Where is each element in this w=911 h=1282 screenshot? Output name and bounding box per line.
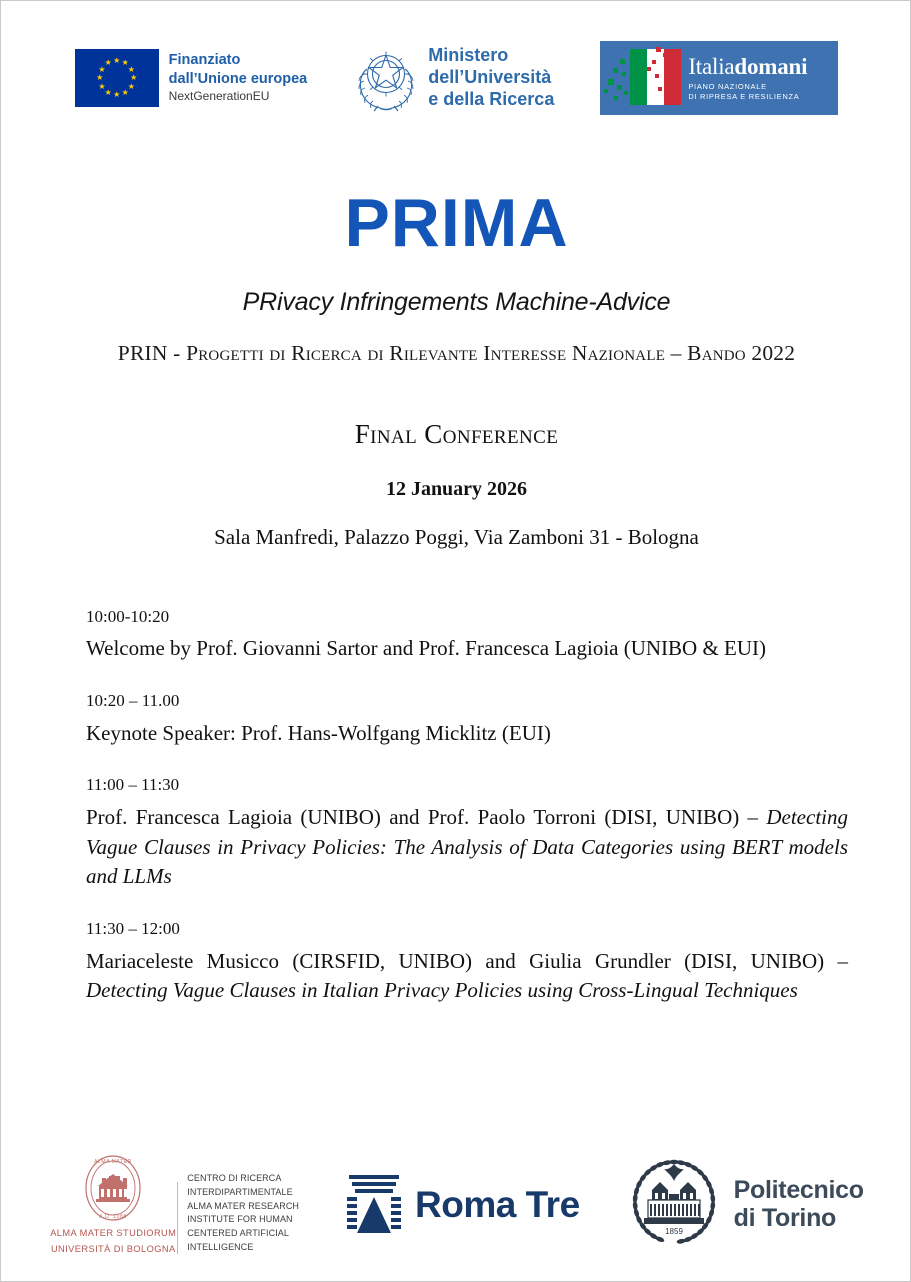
eu-funding-logo — [75, 49, 308, 107]
italia-domani-text — [686, 55, 807, 102]
italia-domani-pixel — [649, 51, 654, 56]
project-title-block — [1, 185, 911, 366]
eu-star-icon: ★ — [121, 58, 129, 68]
ministry-line-1: Ministero — [428, 45, 509, 66]
eu-star-icon: ★ — [130, 73, 138, 82]
polito-line-2: di Torino — [733, 1204, 837, 1232]
eu-star-icon: ★ — [127, 64, 135, 74]
centre-line-3: ALMA MATER RESEARCH — [187, 1200, 300, 1211]
schedule-item-time: 10:00-10:20 — [86, 607, 170, 626]
italia-domani-pixel — [647, 67, 651, 71]
schedule-item-time: 11:00 – 11:30 — [86, 775, 180, 795]
schedule-item-description — [86, 947, 848, 1007]
unibo-seal-and-name — [49, 1152, 177, 1257]
italia-domani-pixel — [608, 79, 614, 85]
roma-tre-mark-icon — [345, 1171, 403, 1237]
unibo-name-line-2: UNIVERSITÀ DI BOLOGNA — [50, 1244, 176, 1254]
italian-republic-emblem-icon — [353, 43, 419, 113]
italia-domani-name-light: Italia — [688, 53, 735, 79]
eu-star-icon: ★ — [104, 87, 112, 97]
centre-line-2: INTERDIPARTIMENTALE — [187, 1187, 293, 1198]
italia-domani-pixel — [663, 53, 667, 57]
italia-domani-sub-1: PIANO NAZIONALE — [688, 81, 767, 91]
funding-logo-bar — [1, 39, 911, 117]
schedule-item-speakers: Welcome by Prof. Giovanni Sartor and Prof. Francesca Lagioia (UNIBO & EUI) — [86, 636, 767, 661]
schedule-item-description — [86, 719, 848, 749]
unibo-divider — [177, 1182, 178, 1254]
ministry-name — [428, 45, 554, 111]
ministry-logo — [353, 43, 554, 113]
italia-domani-pixel — [656, 47, 661, 52]
schedule-item-time: 10:20 – 11.00 — [86, 691, 180, 711]
italia-domani-pixel — [658, 87, 662, 91]
project-acronym: PRIMA — [344, 185, 569, 261]
italia-domani-pixel — [614, 96, 618, 100]
eu-star-icon: ★ — [98, 81, 106, 91]
funding-programme-line: PRIN - Progetti di Ricerca di Rilevante Interesse Nazionale – Bando 2022 — [117, 341, 796, 365]
ministry-line-2: dell’Università — [428, 67, 552, 88]
partner-logo-bar — [1, 1149, 911, 1259]
italia-domani-sub-2: DI RIPRESA E RESILIENZA — [688, 92, 800, 101]
centre-line-6: INTELLIGENCE — [187, 1241, 254, 1252]
schedule-item-time: 11:30 – 12:00 — [86, 919, 180, 939]
conference-date: 12 January 2026 — [385, 478, 528, 500]
italia-domani-pixel — [617, 85, 622, 90]
polito-seal-icon — [626, 1156, 722, 1252]
project-full-name: PRivacy Infringements Machine-Advice — [242, 288, 671, 316]
eu-line-2: dall’Unione europea — [168, 70, 308, 87]
eu-line-1: Finanziato — [168, 52, 241, 69]
roma-tre-label: Roma Tre — [415, 1183, 580, 1225]
schedule-item-speakers: Keynote Speaker: Prof. Hans-Wolfgang Micklitz (EUI) — [86, 720, 551, 745]
italia-domani-name — [688, 55, 807, 78]
italia-domani-logo — [600, 41, 838, 115]
eu-star-icon: ★ — [121, 87, 129, 97]
italia-domani-pixel — [622, 72, 626, 76]
italia-domani-pixel — [655, 74, 659, 78]
schedule-item — [86, 607, 848, 664]
italia-domani-pixel — [650, 81, 654, 85]
eu-flag-icon — [75, 49, 159, 107]
ministry-line-3: e della Ricerca — [428, 88, 555, 109]
eu-star-icon: ★ — [104, 58, 112, 68]
italia-domani-pixel — [620, 59, 625, 64]
schedule-item-description — [86, 634, 848, 664]
italia-domani-pixel — [624, 91, 628, 95]
unibo-logo — [49, 1152, 299, 1257]
schedule-item-description — [86, 803, 848, 892]
centre-line-5: CENTERED ARTIFICIAL — [187, 1228, 290, 1239]
eu-star-icon: ★ — [127, 81, 135, 91]
eu-funding-text — [169, 51, 308, 104]
centre-line-1: CENTRO DI RICERCA — [187, 1173, 282, 1184]
eu-star-icon: ★ — [96, 73, 104, 82]
italia-domani-pixel — [604, 89, 608, 93]
polito-name — [734, 1176, 864, 1232]
centre-line-4: INSTITUTE FOR HUMAN — [187, 1214, 293, 1225]
polito-seal-year: 1859 — [664, 1227, 683, 1236]
italia-domani-pixel — [652, 60, 656, 64]
conference-info-block — [1, 419, 911, 550]
unibo-seal-icon — [77, 1152, 149, 1224]
eu-star-icon: ★ — [113, 90, 121, 99]
eu-line-3: NextGenerationEU — [168, 89, 270, 104]
eu-star-icon: ★ — [98, 64, 106, 74]
italia-domani-name-bold: domani — [734, 53, 808, 79]
schedule-item — [86, 919, 848, 1006]
unibo-name-line-1: ALMA MATER STUDIORUM — [50, 1227, 177, 1238]
conference-venue: Sala Manfredi, Palazzo Poggi, Via Zamboni 31 - Bologna — [214, 525, 699, 549]
schedule-item-paper-title: Detecting Vague Clauses in Italian Privacy Policies using Cross-Lingual Techniques — [86, 978, 798, 1003]
research-centre-name — [187, 1172, 299, 1256]
polito-line-1: Politecnico — [733, 1176, 864, 1204]
italia-domani-pixel — [660, 65, 664, 69]
schedule-item — [86, 691, 848, 748]
roma-tre-logo — [345, 1171, 580, 1237]
conference-schedule — [86, 607, 848, 1006]
svg-text:ALMA MATER: ALMA MATER — [94, 1158, 133, 1165]
italia-domani-pixel — [613, 68, 618, 73]
italia-domani-flag-icon — [600, 41, 686, 115]
schedule-item-speakers: Prof. Francesca Lagioia (UNIBO) and Prof. Paolo Torroni (DISI, UNIBO) – — [86, 804, 767, 829]
schedule-item — [86, 775, 848, 892]
polito-logo — [626, 1156, 864, 1252]
svg-text:A.D. 1088: A.D. 1088 — [99, 1213, 128, 1220]
schedule-item-speakers: Mariaceleste Musicco (CIRSFID, UNIBO) and Giulia Grundler (DISI, UNIBO) – — [86, 948, 848, 973]
schedule-item-paper-title: Detecting Vague Clauses in Privacy Policies: The Analysis of Data Categories using BERT models and LLMs — [86, 804, 848, 889]
eu-star-icon: ★ — [113, 56, 121, 65]
conference-heading: Final Conference — [354, 419, 559, 449]
